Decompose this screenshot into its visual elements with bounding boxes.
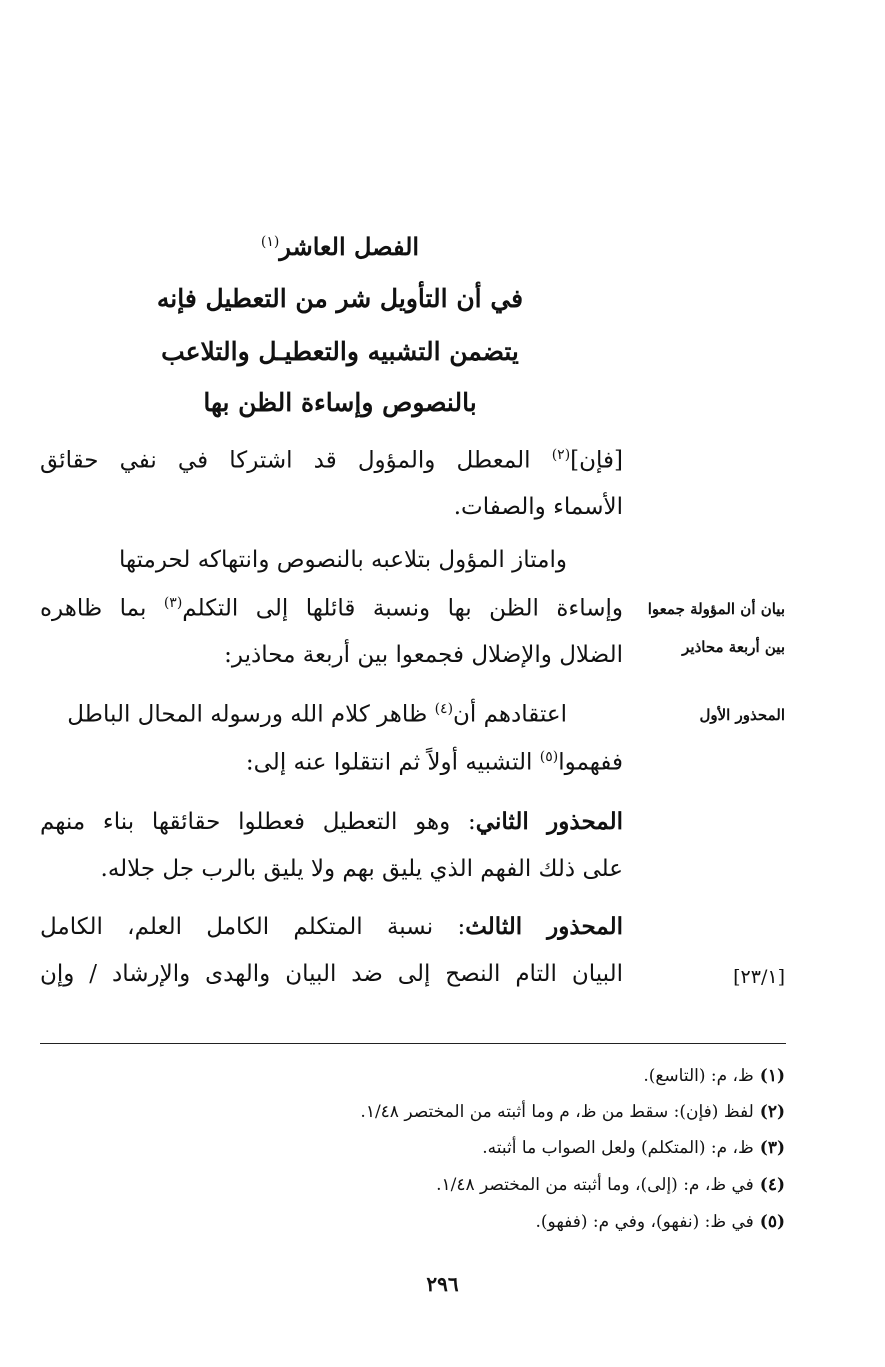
chapter-title-text: الفصل العاشر — [279, 232, 420, 261]
margin-note-four-caveats-2: بين أربعة محاذير — [682, 638, 785, 656]
body-line: وإساءة الظن بها ونسبة قائلها إلى التكلم$^{(٣)}$ بما ظاهره — [40, 595, 623, 622]
footnote-ref-3: (٣) — [163, 595, 183, 611]
chapter-title — [60, 232, 620, 261]
footnote-divider — [40, 1043, 786, 1044]
footnote-ref-5: (٥) — [539, 749, 559, 765]
body-line: ففهموا$^{(٥)}$ التشبيه أولاً ثم انتقلوا عنه إلى: — [245, 749, 623, 776]
body-line: وامتاز المؤول بتلاعبه بالنصوص وانتهاكه لحرمتها — [118, 547, 567, 573]
footnote: (٥)في ظ: (نفهو)، وفي م: (ففهو). — [535, 1212, 785, 1232]
page-number: ٢٩٦ — [426, 1272, 459, 1296]
footnote-ref-2: (٢) — [551, 447, 571, 463]
footnote-ref-4: (٤) — [434, 701, 454, 717]
body-line: الضلال والإضلال فجمعوا بين أربعة محاذير: — [224, 642, 623, 668]
body-line: المحذور الثاني: وهو التعطيل فعطلوا حقائقها بناء منهم — [40, 808, 624, 835]
body-line: اعتقادهم أن$^{(٤)}$ ظاهر كلام الله ورسوله المحال الباطل — [67, 701, 567, 728]
manuscript-page-reference: [٢٣/١] — [733, 966, 785, 988]
chapter-subtitle-line-3: بالنصوص وإساءة الظن بها — [203, 388, 477, 417]
body-line: على ذلك الفهم الذي يليق بهم ولا يليق بالرب جل جلاله. — [100, 856, 623, 882]
chapter-subtitle-line-2: يتضمن التشبيه والتعطيـل والتلاعب — [161, 337, 519, 366]
body-line: الأسماء والصفات. — [453, 494, 623, 520]
second-caveat-label: المحذور الثاني — [475, 808, 624, 835]
body-line: البيان التام النصح إلى ضد البيان والهدى والإرشاد / وإن — [40, 961, 623, 987]
third-caveat-label: المحذور الثالث — [465, 913, 623, 940]
margin-note-first-caveat: المحذور الأول — [699, 706, 785, 724]
footnote: (٤)في ظ، م: (إلى)، وما أثبته من المختصر ١/٤٨. — [436, 1175, 785, 1195]
footnote: (١)ظ، م: (التاسع). — [643, 1066, 785, 1086]
chapter-subtitle-line-1: في أن التأويل شر من التعطيل فإنه — [156, 284, 524, 313]
body-line: المحذور الثالث: نسبة المتكلم الكامل العلم، الكامل — [40, 913, 623, 940]
body-line: [فإن]$^{(٢)}$ المعطل والمؤول قد اشتركا في نفي حقائق — [40, 447, 623, 474]
footnote: (٣)ظ، م: (المتكلم) ولعل الصواب ما أثبته. — [482, 1138, 785, 1158]
margin-note-four-caveats: بيان أن المؤولة جمعوا — [647, 600, 785, 618]
footnote: (٢)لفظ (فإن): سقط من ظ، م وما أثبته من المختصر ١/٤٨. — [360, 1102, 785, 1122]
footnote-ref-1: (١) — [260, 234, 280, 250]
